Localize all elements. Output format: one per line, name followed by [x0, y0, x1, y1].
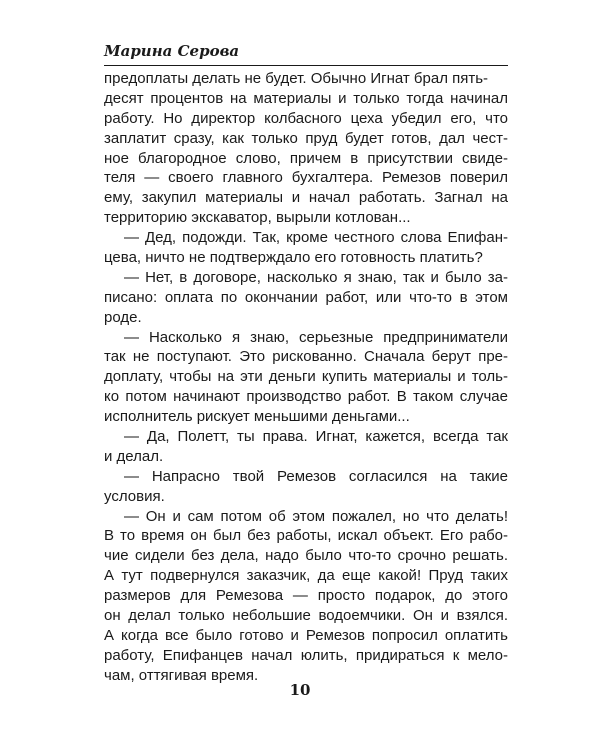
text-line: так не поступают. Это рискованно. Сначала берут пре-: [104, 348, 508, 366]
text-line: теля — своего главного бухгалтера. Ремезов поверил: [104, 169, 508, 187]
text-line: — Да, Полетт, ты права. Игнат, кажется, всегда так: [124, 428, 508, 446]
text-line: условия.: [104, 487, 165, 505]
page-number: 10: [289, 681, 311, 699]
text-line: — Насколько я знаю, серьезные предприниматели: [124, 328, 508, 346]
text-line: и делал.: [104, 447, 164, 465]
header-rule: [104, 65, 508, 66]
text-line: — Нет, в договоре, насколько я знаю, так и было за-: [124, 268, 508, 286]
text-line: В то время он был без работы, искал объект. Его рабо-: [104, 527, 508, 545]
text-line: ему, закупил материалы и начал работать. Загнал на: [104, 189, 508, 207]
text-line: писано: оплата по окончании работ, или что-то в этом: [104, 288, 508, 306]
text-line: — Он и сам потом об этом пожалел, но что делать!: [124, 507, 508, 525]
text-line: А когда все было готово и Ремезов попросил оплатить: [104, 626, 508, 644]
text-line: чам, оттягивая время.: [104, 666, 259, 684]
page-body-text: [104, 69, 508, 686]
text-line: работу, Епифанцев начал юлить, придираться к мело-: [104, 646, 508, 664]
text-line: десят процентов на материалы и только тогда начинал: [104, 89, 508, 107]
text-line: ко потом начинают производство работ. В таком случае: [104, 388, 508, 406]
text-line: — Напрасно твой Ремезов согласился на такие: [124, 467, 508, 485]
text-line: исполнитель рискует меньшими деньгами...: [104, 408, 410, 426]
text-line: цева, ничто не подтверждало его готовность платить?: [104, 249, 483, 267]
text-line: ное благородное слово, причем в присутствии свиде-: [104, 149, 508, 167]
text-line: чие сидели без дела, надо было что-то срочно решать.: [104, 547, 508, 565]
text-line: роде.: [104, 308, 142, 326]
text-line: предоплаты делать не будет. Обычно Игнат брал пять-: [104, 70, 489, 87]
text-line: заплатит сразу, как только пруд будет готов, дал чест-: [104, 129, 508, 147]
running-head-author: Марина Серова: [104, 42, 240, 60]
text-line: размеров для Ремезова — просто подарок, до этого: [104, 587, 508, 605]
text-line: А тут подвернулся заказчик, да еще какой! Пруд таких: [104, 567, 508, 585]
text-line: он делал только небольшие водоемчики. Он и взялся.: [104, 607, 508, 625]
text-line: — Дед, подожди. Так, кроме честного слова Епифан-: [124, 229, 508, 247]
text-line: работу. Но директор колбасного цеха убедил его, что: [104, 109, 508, 127]
text-line: территорию экскаватор, вырыли котлован...: [104, 209, 411, 227]
text-line: доплату, чтобы на эти деньги купить материалы и толь-: [104, 368, 508, 386]
